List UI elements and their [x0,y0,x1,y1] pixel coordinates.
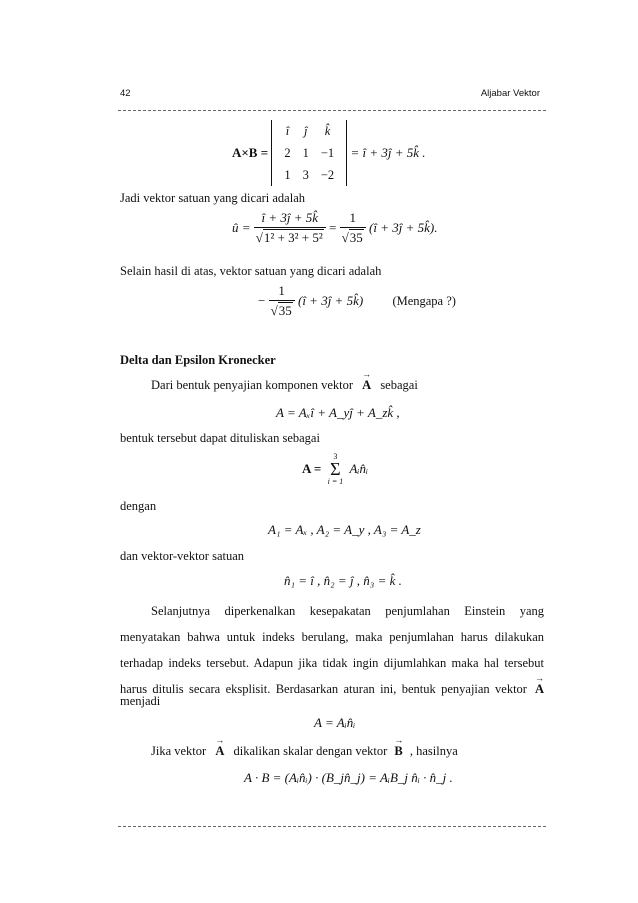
sigma-icon: Σ [330,459,341,479]
determinant-matrix [271,120,347,186]
paragraph: dengan [120,499,157,513]
summation-equation [302,452,368,486]
dot-product-equation: A · B = (Aᵢn̂ᵢ) · (B_jn̂_j) = AᵢB_j n̂ᵢ · n̂_j . [244,770,453,785]
fraction [254,210,326,246]
sqrt-icon: √ [270,303,278,318]
matrix-cell: 1 [284,167,291,182]
paragraph: bentuk tersebut dapat dituliskan sebagai [120,431,320,445]
fraction-numerator: 1 [340,210,366,228]
header-rule [118,110,546,111]
negative-unit-vector-equation [258,283,456,319]
unit-vector-equation [232,210,437,246]
negative-unit-vector-tail: (î + 3ĵ + 5k̂) [297,293,364,308]
equals-sign: = [329,220,337,235]
question-note: (Mengapa ?) [392,293,456,308]
summation-upper-limit: 3 [333,452,338,461]
summation-lower-limit: i = 1 [327,477,344,486]
paragraph-text: Jika vektor [151,744,207,758]
fraction-denominator: 35 [278,303,292,318]
running-title: Aljabar Vektor [480,88,540,99]
sqrt-icon: √ [255,230,263,245]
matrix-cell: î [285,123,290,138]
fraction [340,210,366,246]
matrix-cell: ĵ [304,123,308,138]
paragraph-line: Selanjutnya diperkenalkan kesepakatan penjumlahan Einstein yang [151,604,544,618]
vector-b-symbol: → B [394,745,402,758]
component-definition-equation: A₁ = Aₓ , A₂ = A_y , A₃ = A_z [268,522,421,537]
summation-term: Aᵢn̂ᵢ [349,461,369,476]
paragraph-text: sebagai [380,378,418,392]
sqrt-icon: √ [341,230,349,245]
cross-product-equation [232,120,426,186]
paragraph: Selain hasil di atas, vektor satuan yang dicari adalah [120,264,382,278]
vector-a-symbol: → A [215,745,224,758]
fraction [269,283,295,319]
summation-lhs: A = [302,461,322,476]
paragraph-text: harus ditulis secara eksplisit. Berdasarkan aturan ini, bentuk penyajian vektor [120,682,527,696]
matrix-cell: −1 [320,145,335,160]
paragraph-line: terhadap indeks tersebut. Adapun jika tidak ingin dijumlahkan maka hal tersebut [120,656,544,670]
matrix-cell: k̂ [324,123,331,138]
cross-product-lhs: A×B = [232,145,269,160]
matrix-cell: 1 [302,145,309,160]
fraction-denominator: 35 [349,230,363,245]
matrix-cell: 3 [302,167,309,182]
fraction-numerator: 1 [269,283,295,301]
paragraph: dan vektor-vektor satuan [120,549,245,563]
fraction-denominator: 1² + 3² + 5² [263,230,323,245]
paragraph-line: menyatakan bahwa untuk indeks berulang, maka penjumlahan harus dilakukan [120,630,544,644]
minus-sign: − [258,293,266,308]
paragraph: Jadi vektor satuan yang dicari adalah [120,191,305,205]
paragraph-line [120,683,544,696]
vector-component-equation: A = Aₓî + A_yĵ + A_zk̂ , [276,405,400,420]
page-number: 42 [120,88,131,99]
einstein-vector-equation: A = Aᵢn̂ᵢ [314,715,356,730]
cross-product-rhs: = î + 3ĵ + 5k̂ . [350,145,426,160]
paragraph: menjadi [120,694,161,708]
paragraph-text: dikalikan skalar dengan vektor [233,744,388,758]
vector-a-symbol: → A [535,683,544,696]
footer-rule [118,826,546,827]
matrix-cell: −2 [320,167,335,182]
section-heading: Delta dan Epsilon Kronecker [120,353,276,367]
paragraph-text: Dari bentuk penyajian komponen vektor [151,378,354,392]
paragraph [151,379,418,392]
summation-operator [328,452,344,486]
unit-vectors-equation: n̂₁ = î , n̂₂ = ĵ , n̂₃ = k̂ . [284,573,402,588]
fraction-numerator: î + 3ĵ + 5k̂ [254,210,326,228]
unit-vector-tail: (î + 3ĵ + 5k̂). [369,220,438,235]
paragraph-text: , hasilnya [409,744,458,758]
vector-a-symbol: → A [362,379,371,392]
paragraph [151,745,458,758]
unit-vector-lhs: û = [232,220,251,235]
matrix-cell: 2 [284,145,291,160]
